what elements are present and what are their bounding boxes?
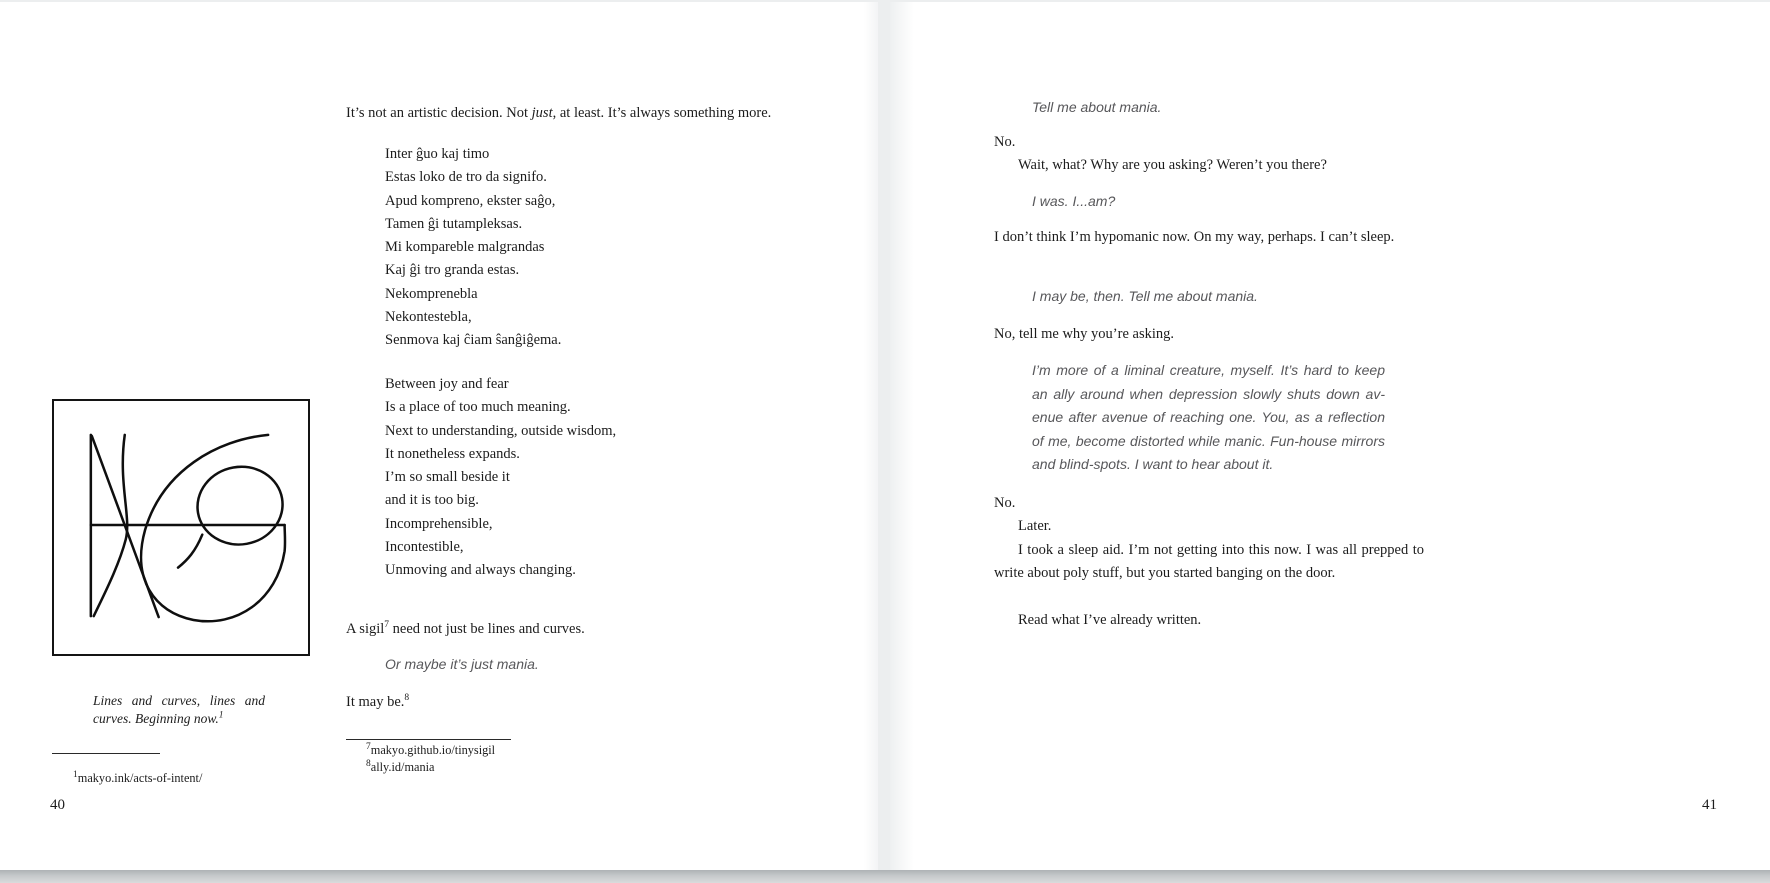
sigil-figure [52,399,310,656]
dialogue-narrator-6: Later. [1018,517,1052,534]
dialogue-narrator-2: Wait, what? Why are you asking? Weren’t you there? [1018,156,1327,173]
poem-line-english: Incontestible, [385,539,464,556]
poem-line-english: It nonetheless expands. [385,445,520,462]
page-right [890,2,1770,870]
poem-stanza-english [385,373,616,583]
sigil-large-curve [141,435,285,621]
footnote-8 [346,759,586,776]
sigil-image [54,401,304,650]
poem-line-english: Between joy and fear [385,376,509,392]
intro-text-post: , at least. It’s always something more. [552,104,772,121]
intro-text-pre: It’s not an artistic decision. Not [346,104,532,121]
dialogue-narrator-1: No. [994,133,1016,150]
dialogue-ally-1: Tell me about mania. [1032,99,1162,115]
dialogue-narrator-7: I took a sleep aid. I’m not getting into this now. I was all prepped to write about poly stuff, but you started banging on the door. [994,541,1424,581]
closing-text: It may be. [346,693,405,710]
intro-emphasis: just [531,104,553,121]
footnote-url-8: ally.id/mania [370,759,435,774]
dialogue-ally-3: I may be, then. Tell me about mania. [1032,288,1258,304]
footnote-ref-1: 1 [218,710,224,721]
poem-line-esperanto: Nekontestebla, [385,309,472,326]
poem-line-esperanto: Mi kompareble malgrandas [385,239,545,256]
footnote-figure [52,770,292,787]
poem-line-esperanto: Inter ĝuo kaj timo [385,146,490,162]
footnote-ref-7: 7 [384,619,390,630]
intro-paragraph [346,102,776,125]
sigil-sentence [346,618,585,641]
sigil-sentence-post: need not just be lines and curves. [389,620,585,637]
poem-line-esperanto: Nekomprenebla [385,285,478,302]
figure-caption [93,692,265,730]
page-bottom-shadow [0,870,1770,883]
page-left [0,2,878,870]
poem-line-esperanto: Tamen ĝi tutampleksas. [385,215,523,232]
poem-line-english: and it is too big. [385,492,479,509]
poem-line-esperanto: Estas loko de tro da signifo. [385,169,547,186]
dialogue-narrator-3: I don’t think I’m hypomanic now. On my way, perhaps. I can’t sleep. [994,228,1395,245]
poem-line-english: Incomprehensible, [385,515,493,532]
footnote-rule-figure [52,753,160,754]
poem-line-english: Is a place of too much meaning. [385,399,571,416]
poem-line-esperanto: Kaj ĝi tro granda estas. [385,262,520,279]
footnote-7 [346,742,586,759]
footnotes-main [346,742,586,776]
sigil-ellipse-tail [178,535,202,568]
footnote-marker-7: 7 [366,741,371,752]
footnote-ref-8: 8 [404,692,410,703]
poem-line-english: I’m so small beside it [385,469,510,486]
sigil-sentence-pre: A sigil [346,620,385,637]
ally-interjection: Or maybe it’s just mania. [385,656,539,672]
dialogue-ally-2: I was. I...am? [1032,193,1116,209]
dialogue-narrator-8: Read what I’ve already written. [1018,611,1202,628]
footnote-marker-1: 1 [73,770,78,781]
dialogue-narrator-5: No. [994,494,1016,511]
footnote-rule-main [346,739,511,740]
figure-caption-text: Lines and curves, lines and curves. Beginning now. [93,692,265,727]
poem-stanza-esperanto [385,143,561,353]
sigil-ellipse [191,460,288,551]
page-number-41: 41 [1702,797,1717,813]
dialogue-narrator-4: No, tell me why you’re asking. [994,325,1175,342]
dialogue-ally-4: I’m more of a liminal creature, myself. It’s hard to keep an ally around when depression slowly shuts down avenue after avenue of reaching one. You, as a reflection of me, become distorted while manic. Fun-house mirrors and blind-spots. I want to hear about it. [1032,362,1385,472]
poem-line-english: Next to understanding, outside wisdom, [385,422,617,439]
closing-line [346,691,409,714]
poem-line-esperanto: Senmova kaj ĉiam ŝanĝiĝema. [385,332,562,349]
page-number-40: 40 [50,797,65,813]
footnote-url-7: makyo.github.io/tinysigil [370,743,496,757]
footnote-marker-8: 8 [366,758,371,769]
poem-line-english: Unmoving and always changing. [385,562,576,579]
footnote-url-1: makyo.ink/acts-of-intent/ [77,771,203,786]
poem-line-esperanto: Apud kompreno, ekster saĝo, [385,192,556,209]
